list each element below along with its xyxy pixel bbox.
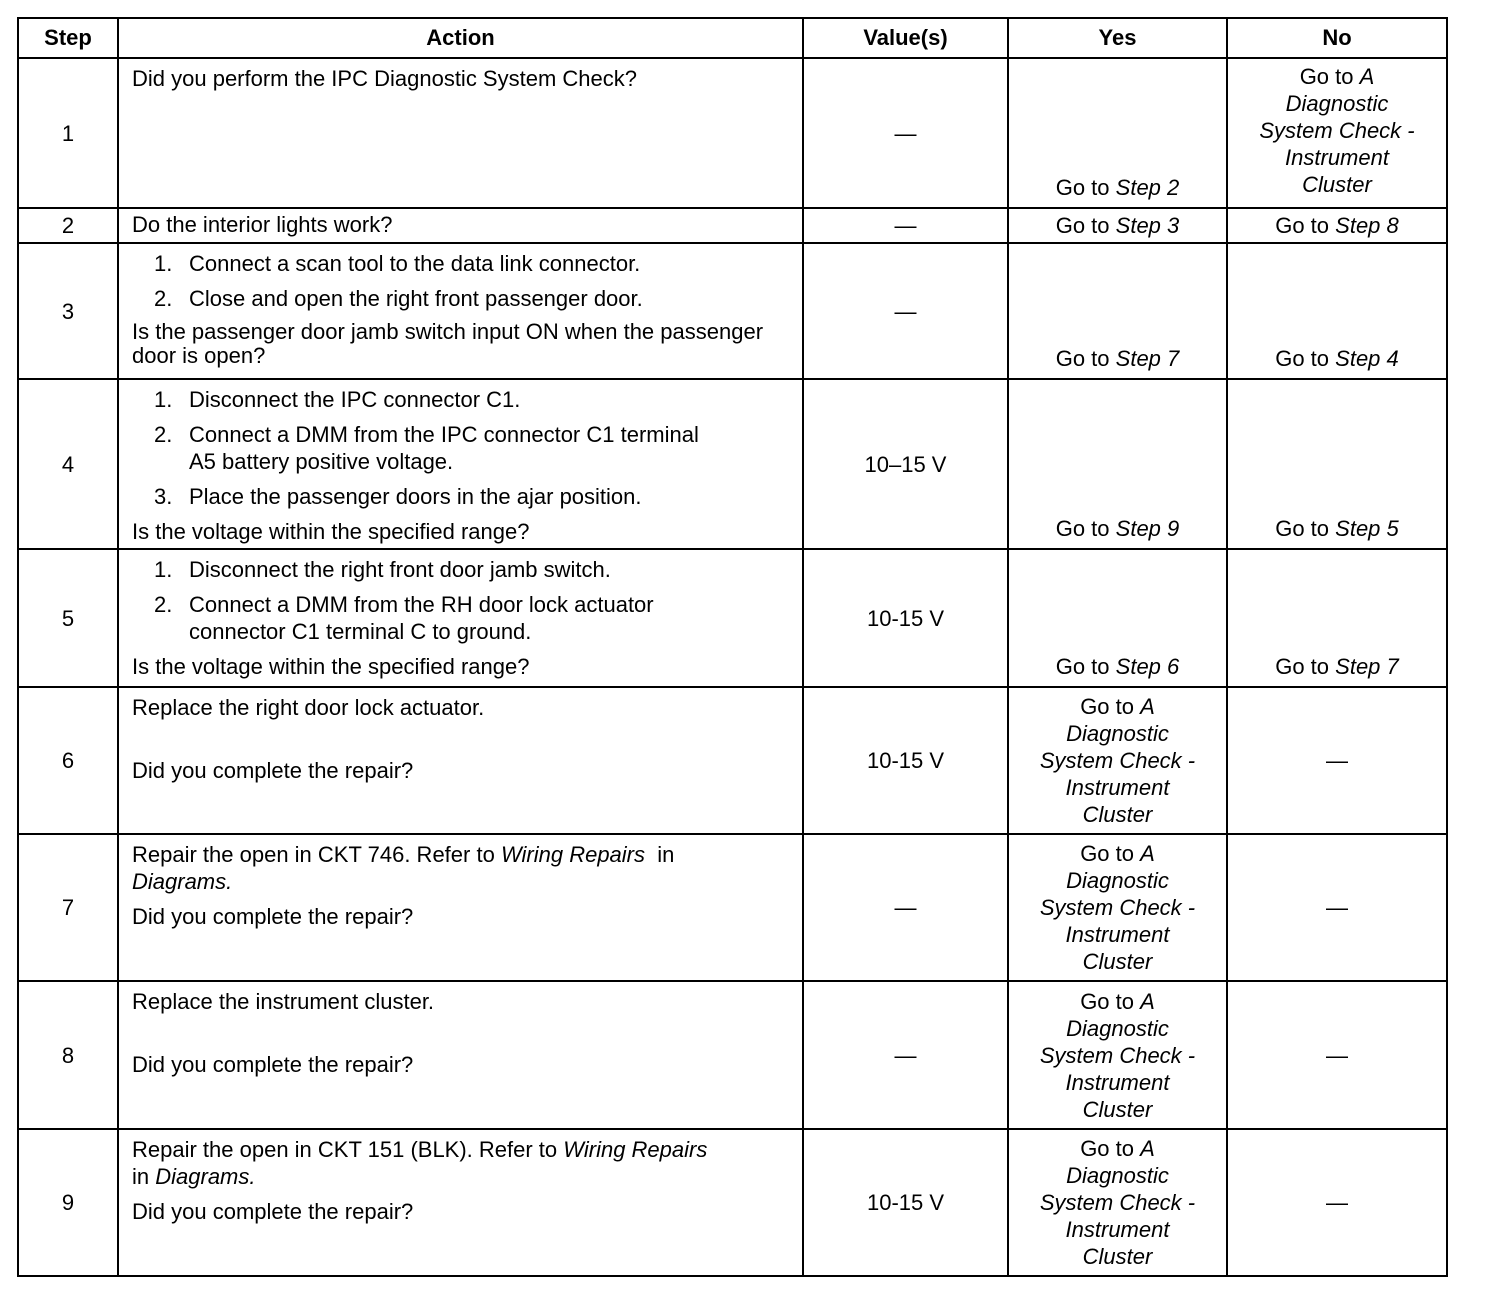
action-text: Replace the right door lock actuator.	[132, 695, 485, 720]
list-item: 2. Connect a DMM from the RH door lock actuator connector C1 terminal C to ground.	[154, 592, 654, 644]
no-cell: —	[1227, 1129, 1447, 1276]
yes-cell: Go to Step 6	[1008, 549, 1227, 687]
step-link[interactable]: Step 5	[1335, 516, 1399, 541]
value-cell: —	[803, 58, 1008, 208]
wiring-repairs-link[interactable]: Wiring Repairs	[500, 842, 646, 867]
step-link[interactable]: Step 7	[1115, 346, 1180, 371]
wiring-repairs-link[interactable]: Wiring Repairs	[563, 1137, 708, 1162]
value-cell: —	[803, 981, 1008, 1129]
list-item: 2. Connect a DMM from the IPC connector C1 terminal A5 battery positive voltage.	[154, 422, 699, 474]
header-row	[18, 18, 1447, 58]
yes-cell: Go to A Diagnostic System Check - Instrument Cluster	[1008, 981, 1227, 1129]
action-cell	[118, 687, 803, 834]
step-number: 5	[18, 549, 118, 687]
yes-cell: Go to A Diagnostic System Check - Instrument Cluster	[1008, 687, 1227, 834]
step-number: 1	[18, 58, 118, 208]
value-cell: 10-15 V	[803, 1129, 1008, 1276]
action-question: Did you perform the IPC Diagnostic System Check?	[132, 66, 637, 91]
yes-cell: Go to Step 7	[1008, 243, 1227, 379]
value-cell: —	[803, 834, 1008, 981]
dsc-link[interactable]: Diagnostic System Check - Instrument Cluster	[1039, 1015, 1196, 1122]
table-row	[18, 834, 1447, 981]
diagnostic-table	[17, 17, 1448, 1277]
header-no: No	[1227, 18, 1447, 58]
step-link[interactable]: Step 2	[1115, 175, 1180, 200]
no-cell: —	[1227, 834, 1447, 981]
step-link[interactable]: Step 3	[1115, 213, 1180, 238]
step-number: 3	[18, 243, 118, 379]
no-cell: —	[1227, 687, 1447, 834]
header-step: Step	[18, 18, 118, 58]
diagrams-link[interactable]: Diagrams.	[132, 869, 233, 894]
table-row	[18, 243, 1447, 379]
table-row	[18, 1129, 1447, 1276]
table-row	[18, 687, 1447, 834]
step-link[interactable]: Step 9	[1115, 516, 1180, 541]
list-item: 1. Disconnect the right front door jamb switch.	[154, 557, 611, 582]
step-number: 6	[18, 687, 118, 834]
step-link[interactable]: Step 8	[1335, 213, 1399, 238]
action-question: Did you complete the repair?	[132, 1052, 414, 1077]
no-cell: Go to A Diagnostic System Check - Instrument Cluster	[1227, 58, 1447, 208]
action-text: Replace the instrument cluster.	[132, 989, 435, 1014]
action-question: Is the passenger door jamb switch input ON when the passenger door is open?	[132, 319, 764, 368]
yes-cell: Go to Step 3	[1008, 208, 1227, 243]
action-cell	[118, 243, 803, 379]
yes-cell: Go to A Diagnostic System Check - Instrument Cluster	[1008, 834, 1227, 981]
step-number: 4	[18, 379, 118, 549]
action-cell	[118, 981, 803, 1129]
table-row	[18, 208, 1447, 243]
list-item: 1. Disconnect the IPC connector C1.	[154, 387, 521, 412]
step-link[interactable]: Step 7	[1335, 654, 1399, 679]
table-row	[18, 549, 1447, 687]
step-number: 8	[18, 981, 118, 1129]
value-cell: 10–15 V	[803, 379, 1008, 549]
step-link[interactable]: Step 4	[1335, 346, 1399, 371]
table-row	[18, 379, 1447, 549]
value-cell: —	[803, 243, 1008, 379]
action-question: Did you complete the repair?	[132, 904, 414, 929]
no-cell: Go to Step 4	[1227, 243, 1447, 379]
header-values: Value(s)	[803, 18, 1008, 58]
table-row	[18, 981, 1447, 1129]
step-number: 9	[18, 1129, 118, 1276]
header-action: Action	[118, 18, 803, 58]
list-item: 2. Close and open the right front passenger door.	[154, 286, 643, 311]
value-cell: 10-15 V	[803, 687, 1008, 834]
action-cell	[118, 549, 803, 687]
action-question: Do the interior lights work?	[132, 212, 393, 237]
value-cell: 10-15 V	[803, 549, 1008, 687]
yes-cell: Go to A Diagnostic System Check - Instrument Cluster	[1008, 1129, 1227, 1276]
no-cell: Go to Step 7	[1227, 549, 1447, 687]
no-cell: —	[1227, 981, 1447, 1129]
action-cell	[118, 1129, 803, 1276]
dsc-link[interactable]: Diagnostic System Check - Instrument Cluster	[1259, 91, 1415, 197]
action-cell	[118, 379, 803, 549]
no-cell: Go to Step 8	[1227, 208, 1447, 243]
header-yes: Yes	[1008, 18, 1227, 58]
step-number: 7	[18, 834, 118, 981]
list-item: 1. Connect a scan tool to the data link connector.	[154, 251, 641, 276]
action-question: Did you complete the repair?	[132, 758, 414, 783]
action-question: Did you complete the repair?	[132, 1199, 414, 1224]
action-text: Repair the open in CKT 746. Refer to Wiring Repairs in Diagrams.	[132, 842, 675, 894]
dsc-link[interactable]: Diagnostic System Check - Instrument Cluster	[1039, 868, 1196, 974]
yes-cell: Go to Step 2	[1008, 58, 1227, 208]
action-cell	[118, 834, 803, 981]
action-cell	[118, 208, 803, 243]
yes-cell: Go to Step 9	[1008, 379, 1227, 549]
diagrams-link[interactable]: Diagrams.	[155, 1164, 256, 1189]
step-link[interactable]: Step 6	[1115, 654, 1180, 679]
value-cell: —	[803, 208, 1008, 243]
dsc-link[interactable]: Diagnostic System Check - Instrument Cluster	[1039, 1163, 1196, 1269]
table-row	[18, 58, 1447, 208]
action-question: Is the voltage within the specified range?	[132, 519, 530, 544]
no-cell: Go to Step 5	[1227, 379, 1447, 549]
step-number: 2	[18, 208, 118, 243]
action-cell	[118, 58, 803, 208]
action-text: Repair the open in CKT 151 (BLK). Refer to Wiring Repairs in Diagrams.	[132, 1137, 708, 1189]
list-item: 3. Place the passenger doors in the ajar position.	[154, 484, 642, 509]
dsc-link[interactable]: Diagnostic System Check - Instrument Cluster	[1039, 721, 1196, 827]
action-question: Is the voltage within the specified range?	[132, 654, 530, 679]
